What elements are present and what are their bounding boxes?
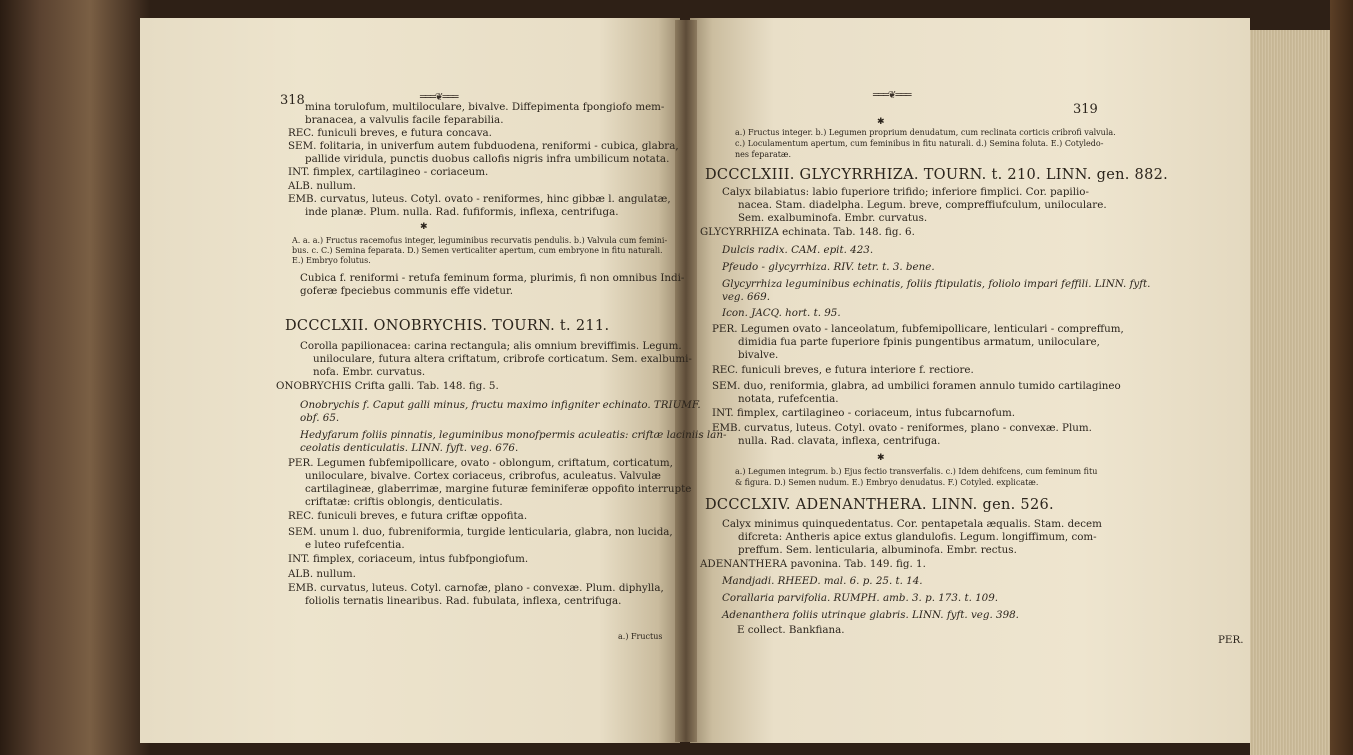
left-text-line: uniloculare, futura altera criftatum, cribrofe corticatum. Sem. exalbumi- <box>313 353 692 365</box>
left-page-number: 318 <box>280 93 305 108</box>
right-text-line: Corallaria parvifolia. RUMPH. amb. 3. p. 173. t. 109. <box>722 592 999 604</box>
left-text-line: REC. funiculi breves, e futura concava. <box>288 127 492 139</box>
right-text-line: difcreta: Antheris apice extus glandulofis. Legum. longiffimum, com- <box>738 531 1097 543</box>
left-text-line: ONOBRYCHIS Crifta galli. Tab. 148. fig. 5. <box>276 380 499 392</box>
left-text-line: E.) Embryo folutus. <box>292 256 371 265</box>
left-text-line: REC. funiculi breves, e futura criftæ oppofita. <box>288 510 528 522</box>
right-text-line: E collect. Bankfiana. <box>737 624 845 636</box>
left-text-line: foliolis ternatis linearibus. Rad. fubulata, inflexa, centrifuga. <box>305 595 622 607</box>
left-text-line: EMB. curvatus, luteus. Cotyl. carnofæ, plano - convexæ. Plum. diphylla, <box>288 582 664 594</box>
right-text-line: PER. <box>1218 634 1244 646</box>
left-text-line: Corolla papilionacea: carina rectangula; alis omnium breviffimis. Legum. <box>300 340 682 352</box>
left-text-line: INT. fimplex, cartilagineo - coriaceum. <box>288 166 489 178</box>
right-text-line: dimidia fua parte fuperiore fpinis pungentibus armatum, uniloculare, <box>738 336 1100 348</box>
left-text-line: obf. 65. <box>300 412 340 424</box>
left-text-line: inde planæ. Plum. nulla. Rad. fufiformis, inflexa, centrifuga. <box>305 206 619 218</box>
left-text-line: SEM. folitaria, in univerfum autem fubduodena, reniformi - cubica, glabra, <box>288 140 679 152</box>
right-text-line: Icon. JACQ. hort. t. 95. <box>722 307 841 319</box>
right-text-line: Glycyrrhiza leguminibus echinatis, foliis ftipulatis, foliolo impari feffili. LINN. fyft. <box>722 278 1151 290</box>
right-ornament-icon: ═══❦═══ <box>873 90 911 101</box>
left-text-line: criftatæ: criftis oblongis, denticulatis. <box>305 496 503 508</box>
right-text-line: Calyx minimus quinquedentatus. Cor. pentapetala æqualis. Stam. decem <box>722 518 1102 530</box>
right-text-line: nacea. Stam. diadelpha. Legum. breve, compreffiufculum, uniloculare. <box>738 199 1107 211</box>
left-text-line: SEM. unum l. duo, fubreniformia, turgide lenticularia, glabra, non lucida, <box>288 526 673 538</box>
right-text-line: DCCCLXIII. GLYCYRRHIZA. TOURN. t. 210. LINN. gen. 882. <box>705 167 1169 183</box>
left-text-line: ALB. nullum. <box>288 180 356 192</box>
left-text-line: bus. c. C.) Semina feparata. D.) Semen verticaliter apertum, cum embryone in fitu naturali. <box>292 246 663 255</box>
right-text-line: preffum. Sem. lenticularia, albuminofa. Embr. rectus. <box>738 544 1017 556</box>
left-text-line: INT. fimplex, coriaceum, intus fubfpongiofum. <box>288 553 529 565</box>
right-text-line: DCCCLXIV. ADENANTHERA. LINN. gen. 526. <box>705 497 1054 513</box>
right-text-line: GLYCYRRHIZA echinata. Tab. 148. fig. 6. <box>700 226 915 238</box>
book-cover-edge <box>1330 0 1353 755</box>
left-text-line: mina torulofum, multiloculare, bivalve. Diffepimenta fpongiofo mem- <box>305 101 665 113</box>
right-text-line: PER. Legumen ovato - lanceolatum, fubfemipollicare, lenticulari - compreffum, <box>712 323 1124 335</box>
left-text-line: PER. Legumen fubfemipollicare, ovato - oblongum, criftatum, corticatum, <box>288 457 673 469</box>
left-text-line: ALB. nullum. <box>288 568 356 580</box>
right-text-line: bivalve. <box>738 349 779 361</box>
right-text-line: SEM. duo, reniformia, glabra, ad umbilici foramen annulo tumido cartilagineo <box>712 380 1121 392</box>
right-text-line: a.) Legumen integrum. b.) Ejus fectio transverfalis. c.) Idem dehifcens, cum feminum fitu <box>735 467 1098 476</box>
right-text-line: INT. fimplex, cartilagineo - coriaceum, intus fubcarnofum. <box>712 407 1016 419</box>
right-text-line: nes feparatæ. <box>735 150 791 159</box>
left-asterisk-icon: ✱ <box>420 222 428 232</box>
right-text-line: Dulcis radix. CAM. epit. 423. <box>722 244 874 256</box>
right-text-line: c.) Loculamentum apertum, cum feminibus in fitu naturali. d.) Semina foluta. E.) Cotyledo- <box>735 139 1104 148</box>
left-text-line: goferæ fpeciebus communis effe videtur. <box>300 285 514 297</box>
right-text-line: nulla. Rad. clavata, inflexa, centrifuga. <box>738 435 941 447</box>
right-text-line: notata, rufefcentia. <box>738 393 839 405</box>
left-text-line: A. a. a.) Fructus racemofus integer, leguminibus recurvatis pendulis. b.) Valvula cum femini- <box>292 236 668 245</box>
right-text-line: Adenanthera foliis utrinque glabris. LINN. fyft. veg. 398. <box>722 609 1019 621</box>
right-text-line: REC. funiculi breves, e futura interiore f. rectiore. <box>712 364 974 376</box>
right-asterisk-icon-top: ✱ <box>877 117 885 127</box>
right-text-line: Calyx bilabiatus: labio fuperiore trifido; inferiore fimplici. Cor. papilio- <box>722 186 1089 198</box>
left-text-line: DCCCLXII. ONOBRYCHIS. TOURN. t. 211. <box>285 318 610 334</box>
right-text-line: a.) Fructus integer. b.) Legumen proprium denudatum, cum reclinata corticis cribrofi valvula. <box>735 128 1116 137</box>
left-ornament-icon: ═══❦═══ <box>420 92 458 103</box>
left-text-line: branacea, a valvulis facile feparabilia. <box>305 114 504 126</box>
right-asterisk-icon-mid: ✱ <box>877 453 885 463</box>
left-text-line: Onobrychis f. Caput galli minus, fructu maximo infigniter echinato. TRIUMF. <box>300 399 701 411</box>
right-text-line: veg. 669. <box>722 291 770 303</box>
left-text-line: EMB. curvatus, luteus. Cotyl. ovato - reniformes, hinc gibbæ l. angulatæ, <box>288 193 671 205</box>
right-text-line: & figura. D.) Semen nudum. E.) Embryo denudatus. F.) Cotyled. explicatæ. <box>735 478 1039 487</box>
left-text-line: pallide viridula, punctis duobus callofis nigris infra umbilicum notata. <box>305 153 670 165</box>
left-text-line: ceolatis denticulatis. LINN. fyft. veg. 676. <box>300 442 519 454</box>
left-text-line: Hedyfarum foliis pinnatis, leguminibus monofpermis aculeatis: criftæ laciniis lan- <box>300 429 727 441</box>
right-text-line: Mandjadi. RHEED. mal. 6. p. 25. t. 14. <box>722 575 923 587</box>
book-gutter <box>675 20 697 742</box>
right-text-line: Pfeudo - glycyrrhiza. RIV. tetr. t. 3. bene. <box>722 261 935 273</box>
left-text-line: cartilagineæ, glaberrimæ, margine futuræ feminiferæ oppofito interrupte <box>305 483 692 495</box>
left-text-line: a.) Fructus <box>618 632 663 641</box>
right-page-number: 319 <box>1073 102 1098 117</box>
left-text-line: Cubica f. reniformi - retufa feminum forma, plurimis, fi non omnibus Indi- <box>300 272 685 284</box>
right-text-line: EMB. curvatus, luteus. Cotyl. ovato - reniformes, plano - convexæ. Plum. <box>712 422 1092 434</box>
left-text-line: nofa. Embr. curvatus. <box>313 366 426 378</box>
right-text-line: Sem. exalbuminofa. Embr. curvatus. <box>738 212 928 224</box>
left-text-line: uniloculare, bivalve. Cortex coriaceus, cribrofus, aculeatus. Valvulæ <box>305 470 661 482</box>
right-text-line: ADENANTHERA pavonina. Tab. 149. fig. 1. <box>700 558 926 570</box>
left-text-line: e luteo rufefcentia. <box>305 539 405 551</box>
